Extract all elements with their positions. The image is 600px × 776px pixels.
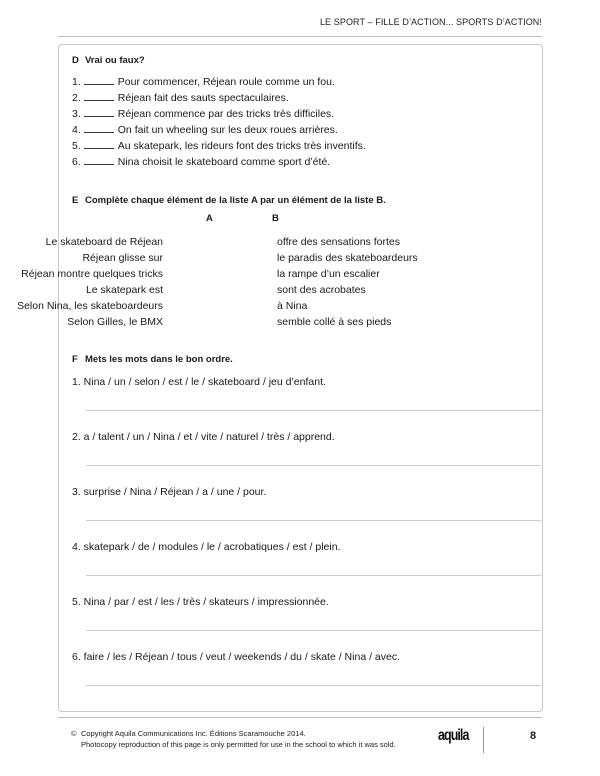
answer-blank[interactable] (84, 91, 114, 101)
answer-line[interactable] (86, 465, 541, 466)
section-d-title (72, 55, 145, 66)
answer-blank[interactable] (84, 139, 114, 149)
list-a-item: Le skatepark est (85, 284, 163, 296)
section-letter: D (72, 55, 79, 66)
word-order-item: 6. faire / les / Réjean / tous / veut / weekends / du / skate / Nina / avec. (72, 651, 401, 663)
item-number: 2. (72, 92, 81, 104)
true-false-item (72, 139, 366, 152)
copyright-text: Copyright Aquila Communications Inc. Éditions Scaramouche 2014. (81, 729, 306, 738)
word-order-item: 5. Nina / par / est / les / très / skateurs / impressionnée. (72, 596, 329, 608)
aquila-logo: aquila (438, 727, 469, 744)
section-letter: F (72, 354, 78, 365)
item-text: Réjean commence par des tricks très difficiles. (117, 108, 335, 120)
list-a-item: Réjean montre quelques tricks (21, 268, 163, 280)
copyright-notice (71, 728, 396, 750)
list-b-item: semble collé à ses pieds (277, 316, 392, 328)
section-letter: E (72, 195, 79, 206)
item-text: Au skatepark, les rideurs font des tricks très inventifs. (117, 140, 366, 152)
word-order-item: 1. Nina / un / selon / est / le / skateboard / jeu d’enfant. (72, 376, 326, 388)
item-text: Réjean fait des sauts spectaculaires. (117, 92, 289, 104)
header-divider (58, 36, 542, 37)
list-b-item: à Nina (277, 300, 308, 312)
list-a-item: Selon Nina, les skateboardeurs (17, 300, 163, 312)
footer-divider (58, 717, 542, 718)
footer-vertical-divider (483, 727, 484, 753)
section-heading: Complète chaque élément de la liste A par un élément de la liste B. (85, 195, 386, 206)
item-number: 3. (72, 108, 81, 120)
item-text: Nina choisit le skateboard comme sport d’été. (117, 156, 331, 168)
section-f-title (72, 354, 233, 365)
item-number: 6. (72, 156, 81, 168)
list-b-item: offre des sensations fortes (277, 236, 400, 248)
answer-blank[interactable] (84, 107, 114, 117)
word-order-item: 3. surprise / Nina / Réjean / a / une / pour. (72, 486, 267, 498)
section-heading: Mets les mots dans le bon ordre. (85, 354, 233, 365)
item-text: Pour commencer, Réjean roule comme un fou. (117, 76, 335, 88)
answer-line[interactable] (86, 575, 541, 576)
true-false-item (72, 155, 330, 168)
list-b-item: le paradis des skateboardeurs (277, 252, 418, 264)
copyright-symbol: © (71, 729, 77, 738)
answer-line[interactable] (86, 410, 541, 411)
list-b-item: la rampe d’un escalier (277, 268, 380, 280)
word-order-item: 4. skatepark / de / modules / le / acrobatiques / est / plein. (72, 541, 341, 553)
true-false-item (72, 91, 289, 104)
answer-blank[interactable] (84, 123, 114, 133)
true-false-item (72, 75, 335, 88)
list-a-item: Le skateboard de Réjean (45, 236, 163, 248)
answer-line[interactable] (86, 520, 541, 521)
photocopy-notice: Photocopy reproduction of this page is only permitted for use in the school to which it was sold. (81, 740, 396, 749)
list-a-item: Réjean glisse sur (82, 252, 163, 264)
list-b-item: sont des acrobates (277, 284, 366, 296)
word-order-item: 2. a / talent / un / Nina / et / vite / naturel / très / apprend. (72, 431, 335, 443)
column-a-header: A (206, 213, 213, 224)
page-number: 8 (530, 730, 537, 742)
item-number: 1. (72, 76, 81, 88)
item-number: 4. (72, 124, 81, 136)
section-heading: Vrai ou faux? (85, 55, 145, 66)
answer-line[interactable] (86, 685, 541, 686)
answer-line[interactable] (86, 630, 541, 631)
section-e-title (72, 195, 386, 206)
item-text: On fait un wheeling sur les deux roues arrières. (117, 124, 338, 136)
item-number: 5. (72, 140, 81, 152)
answer-blank[interactable] (84, 155, 114, 165)
true-false-item (72, 107, 334, 120)
column-b-header: B (272, 213, 279, 224)
list-a-item: Selon Gilles, le BMX (67, 316, 163, 328)
running-header: LE SPORT – FILLE D’ACTION... SPORTS D’ACTION! (319, 17, 542, 27)
answer-blank[interactable] (84, 75, 114, 85)
true-false-item (72, 123, 338, 136)
